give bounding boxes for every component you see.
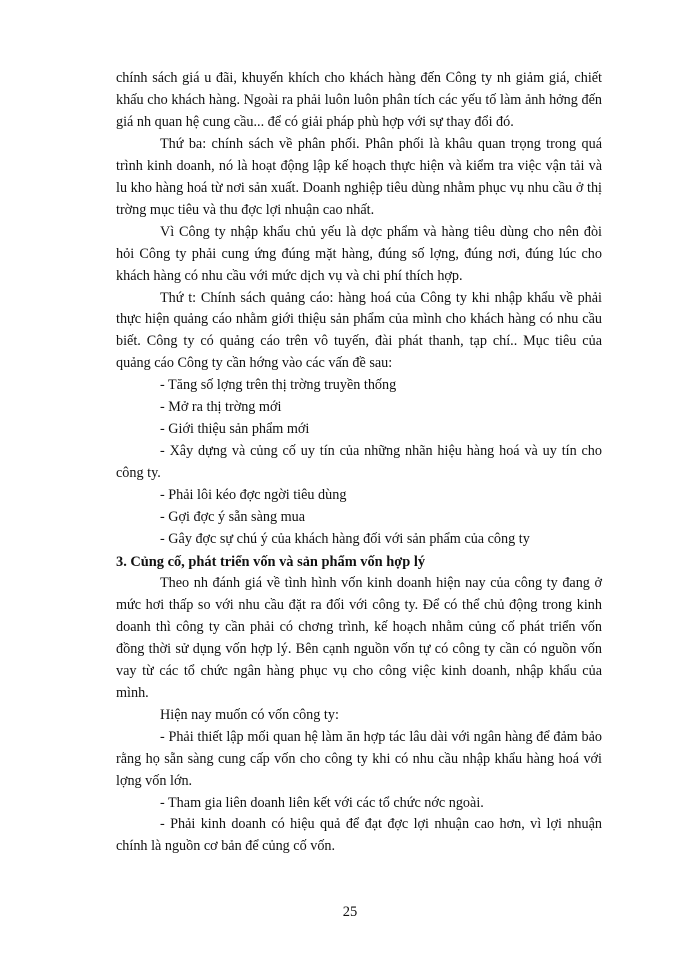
- list-item: - Tăng số lợng trên thị trờng truyền thống: [160, 377, 397, 394]
- list-item: - Tham gia liên doanh liên kết với các tổ chức nớc ngoài.: [160, 794, 484, 811]
- paragraph-import-supply: Vì Công ty nhập khẩu chủ yếu là dợc phẩm và hàng tiêu dùng cho nên đòi hỏi Công ty phải cung ứng đúng mặt hàng, đúng số lợng, đúng nơi, đúng lúc cho khách hàng có nhu cầu với mức dịch vụ và chi phí thích hợp.: [116, 223, 602, 284]
- paragraph-pricing-continued: chính sách giá u đãi, khuyến khích cho khách hàng đến Công ty nh giảm giá, chiết khấu cho khách hàng. Ngoài ra phải luôn luôn phân tích các yếu tố làm ảnh hởng đến giá nh quan hệ cung cầu... để có giải pháp phù hợp với sự thay đổi đó.: [116, 70, 602, 130]
- list-item: - Phải kinh doanh có hiệu quả để đạt đợc lợi nhuận cao hơn, vì lợi nhuận chính là nguồn cơ bản để củng cố vốn.: [116, 816, 602, 855]
- list-item: - Phải thiết lập mối quan hệ làm ăn hợp tác lâu dài với ngân hàng để đảm bảo rằng họ sẵn sàng cung cấp vốn cho công ty khi có nhu cầu nhập khẩu hàng hoá với lợng vốn lớn.: [116, 728, 602, 789]
- list-item: - Gợi đợc ý sẵn sàng mua: [160, 509, 306, 526]
- paragraph-capital-assessment: Theo nh đánh giá về tình hình vốn kinh doanh hiện nay của công ty đang ở mức hơi thấp so với nhu cầu đặt ra đối với công ty. Để có thể chủ động trong kinh doanh thì công ty cần phải có chơng trình, kế hoạch nhằm củng cố phát triển vốn đồng thời sử dụng vốn hợp lý. Bên cạnh nguồn vốn tự có công ty cần có nguồn vốn vay từ các tổ chức ngân hàng phục vụ cho công việc kinh doanh, nhập khẩu của mình.: [116, 574, 602, 701]
- page-number: 25: [342, 904, 358, 920]
- section-heading: 3. Củng cố, phát triển vốn và sản phẩm vốn hợp lý: [116, 553, 426, 570]
- list-item: - Giới thiệu sản phẩm mới: [160, 421, 310, 438]
- paragraph-capital-intro: Hiện nay muốn có vốn công ty:: [160, 706, 339, 723]
- page-body: [116, 68, 602, 858]
- list-item: - Xây dựng và củng cố uy tín của những nhãn hiệu hàng hoá và uy tín cho công ty.: [116, 443, 602, 482]
- list-item: - Gây đợc sự chú ý của khách hàng đối với sản phẩm của công ty: [160, 531, 530, 548]
- paragraph-distribution-policy: Thứ ba: chính sách về phân phối. Phân phối là khâu quan trọng trong quá trình kinh doanh, nó là hoạt động lập kế hoạch thực hiện và kiểm tra việc vận tải và lu kho hàng hoá từ nơi sản xuất. Doanh nghiệp tiêu dùng nhằm phục vụ nhu cầu ở thị trờng mục tiêu và thu đợc lợi nhuận cao nhất.: [116, 135, 602, 218]
- list-item: - Phải lôi kéo đợc ngời tiêu dùng: [160, 487, 347, 504]
- list-item: - Mở ra thị trờng mới: [160, 399, 282, 416]
- paragraph-advertising-policy: Thứ t: Chính sách quảng cáo: hàng hoá của Công ty khi nhập khẩu về phải thực hiện quảng cáo nhằm giới thiệu sản phẩm của mình cho khách hàng có nhu cầu biết. Công ty có quảng cáo trên vô tuyến, đài phát thanh, tạp chí.. Mục tiêu của quảng cáo Công ty cần hớng vào các vấn đề sau:: [116, 289, 602, 372]
